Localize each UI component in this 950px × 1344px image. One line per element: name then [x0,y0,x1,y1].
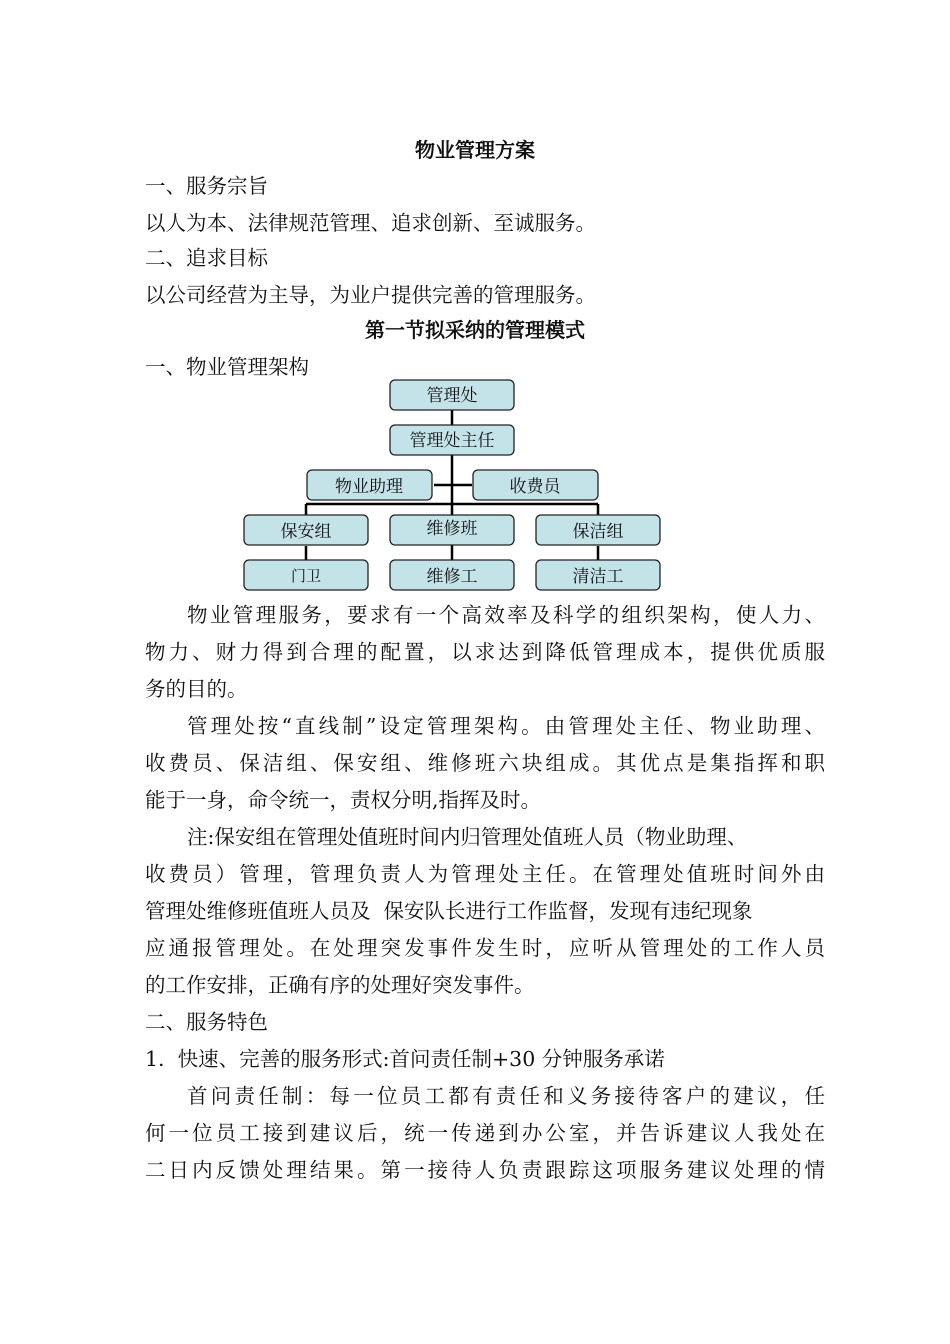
paragraph-line: 物业管理服务，要求有一个高效率及科学的组织架构，使人力、 [187,603,825,627]
subheading-org-structure: 一、物业管理架构 [145,355,309,379]
paragraph-line: 的工作安排，正确有序的处理好突发事件。 [145,973,535,997]
document-title: 物业管理方案 [415,138,535,162]
subheading-service-features: 二、服务特色 [145,1010,268,1034]
org-node-director-label: 管理处主任 [409,431,495,451]
org-node-guard-label: 门卫 [290,567,322,585]
org-node-guard [244,560,368,590]
paragraph-line: 管理处按“直线制”设定管理架构。由管理处主任、物业助理、 [187,714,825,738]
org-node-cashier [473,470,598,500]
org-node-cleaner [536,560,660,590]
org-node-assistant [307,470,432,500]
org-node-cleaner-label: 清洁工 [572,567,624,587]
feature-item-1: 1. 快速、完善的服务形式:首问责任制+30 分钟服务承诺 [145,1047,665,1071]
org-node-office [390,380,514,410]
org-chart [240,376,664,594]
org-node-assistant-label: 物业助理 [335,477,403,497]
org-node-repairman-label: 维修工 [426,567,478,587]
org-node-office-label: 管理处 [426,386,478,406]
org-node-maintenance [390,515,514,545]
paragraph-line: 务的目的。 [145,677,248,701]
org-node-cleaning-label: 保洁组 [572,522,624,542]
paragraph-line: 收费员）管理，管理负责人为管理处主任。在管理处值班时间外由 [145,862,825,886]
org-node-maintenance-label: 维修班 [426,519,478,539]
paragraph-line: 注:保安组在管理处值班时间内归管理处值班人员（物业助理、 [187,825,748,849]
goal-text: 以公司经营为主导，为业户提供完善的管理服务。 [145,283,596,307]
paragraph-line: 收费员、保洁组、保安组、维修班六块组成。其优点是集指挥和职 [145,751,825,775]
paragraph-line: 能于一身，命令统一，责权分明,指挥及时。 [145,788,542,812]
paragraph-line: 管理处维修班值班人员及 保安队长进行工作监督，发现有违纪现象 [145,899,753,923]
org-node-repairman [390,560,514,590]
org-node-security [244,515,368,545]
paragraph-line: 应通报管理处。在处理突发事件发生时，应听从管理处的工作人员 [145,936,825,960]
org-node-cashier-label: 收费员 [509,477,561,497]
paragraph-line: 二日内反馈处理结果。第一接待人负责跟踪这项服务建议处理的情 [145,1158,825,1182]
org-node-director [390,425,514,455]
org-node-security-label: 保安组 [280,522,332,542]
chapter-title: 第一节拟采纳的管理模式 [365,318,585,342]
paragraph-line: 首问责任制：每一位员工都有责任和义务接待客户的建议，任 [187,1084,825,1108]
section-heading-goal: 二、追求目标 [145,246,268,270]
service-aim-text: 以人为本、法律规范管理、追求创新、至诚服务。 [145,211,596,235]
org-node-cleaning [536,515,660,545]
section-heading-service-aim: 一、服务宗旨 [145,174,268,198]
paragraph-line: 物力、财力得到合理的配置，以求达到降低管理成本，提供优质服 [145,640,825,664]
paragraph-line: 何一位员工接到建议后，统一传递到办公室，并告诉建议人我处在 [145,1121,825,1145]
